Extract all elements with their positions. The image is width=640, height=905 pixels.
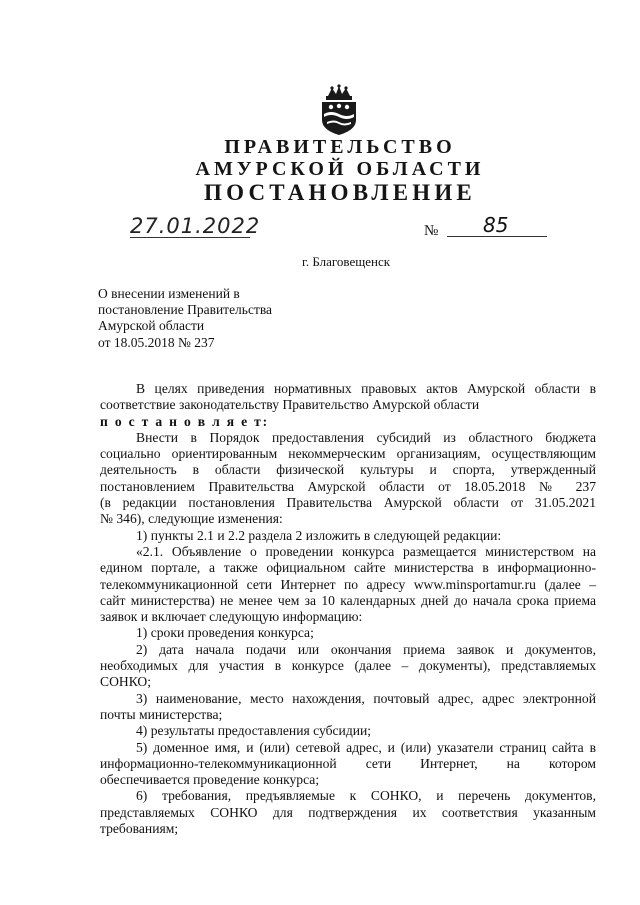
body-line: сайт министерства) не менее чем за 10 календарных дней до начала срока приема xyxy=(100,592,596,608)
body-line: необходимых для участия в конкурсе (далее – документы), представляемых xyxy=(100,658,596,674)
body-line: почты министерства; xyxy=(100,706,223,722)
body-line: СОНКО; xyxy=(100,674,152,690)
body-line: едином портале, а также официальном сайте министерства в информационно- xyxy=(100,560,596,576)
body-line: требованиям; xyxy=(100,821,179,837)
body-line: телекоммуникационной сети Интернет по адресу www.minsportamur.ru (далее – xyxy=(100,576,596,592)
body-line: 6) требования, предъявляемые к СОНКО, и перечень документов, xyxy=(136,788,596,804)
body-line: 4) результаты предоставления субсидии; xyxy=(136,723,372,739)
body-line: постановлением Правительства Амурской области от 18.05.2018 № 237 xyxy=(100,478,596,494)
document-number: 85 xyxy=(447,214,547,237)
document-date: 27.01.2022 xyxy=(130,214,261,238)
body-line: В целях приведения нормативных правовых актов Амурской области в xyxy=(136,381,596,396)
subject-line: от 18.05.2018 № 237 xyxy=(98,334,215,350)
body-line: представляемых СОНКО для подтверждения их соответствия указанным xyxy=(100,804,596,820)
body-line: информационно-телекоммуникационной сети Интернет, на котором xyxy=(100,755,596,771)
body-line: 2) дата начала подачи или окончания приема заявок и документов, xyxy=(136,641,596,657)
body-line: Внести в Порядок предоставления субсидий из областного бюджета xyxy=(136,429,596,445)
body-line: деятельность в области физической культуры и спорта, утвержденный xyxy=(100,462,596,478)
body-line: заявок и включает следующую информацию: xyxy=(100,609,363,625)
document-subject xyxy=(98,286,272,351)
body-line: 1) пункты 2.1 и 2.2 раздела 2 изложить в следующей редакции: xyxy=(136,527,502,543)
body-line: 3) наименование, место нахождения, почтовый адрес, адрес электронной xyxy=(136,690,596,706)
body-line: 5) доменное имя, и (или) сетевой адрес, и (или) указатели страниц сайта в xyxy=(136,739,596,755)
body-line: соответствие законодательству Правительство Амурской области xyxy=(100,397,480,413)
body-line: (в редакции постановления Правительства Амурской области от 31.05.2021 xyxy=(100,495,596,511)
body-line: социально ориентированным некоммерческим организациям, осуществляющим xyxy=(100,446,596,462)
number-label: № xyxy=(424,223,439,239)
city: г. Благовещенск xyxy=(302,254,391,269)
body-line: «2.1. Объявление о проведении конкурса размещается министерством на xyxy=(136,543,596,559)
government-title: ПРАВИТЕЛЬСТВО xyxy=(224,136,456,158)
region-title: АМУРСКОЙ ОБЛАСТИ xyxy=(195,158,485,180)
body-line: 1) сроки проведения конкурса; xyxy=(136,625,314,641)
amur-coat-of-arms-icon xyxy=(314,84,364,136)
decree-word: п о с т а н о в л я е т: xyxy=(100,413,269,429)
subject-line: постановление Правительства xyxy=(98,302,273,318)
body-line: обеспечивается проведение конкурса; xyxy=(100,772,320,788)
body-line: № 346), следующие изменения: xyxy=(100,511,283,527)
subject-line: Амурской области xyxy=(98,318,205,334)
document-type-title: ПОСТАНОВЛЕНИЕ xyxy=(204,180,476,205)
subject-line: О внесении изменений в xyxy=(98,286,240,301)
document-body xyxy=(100,381,596,837)
